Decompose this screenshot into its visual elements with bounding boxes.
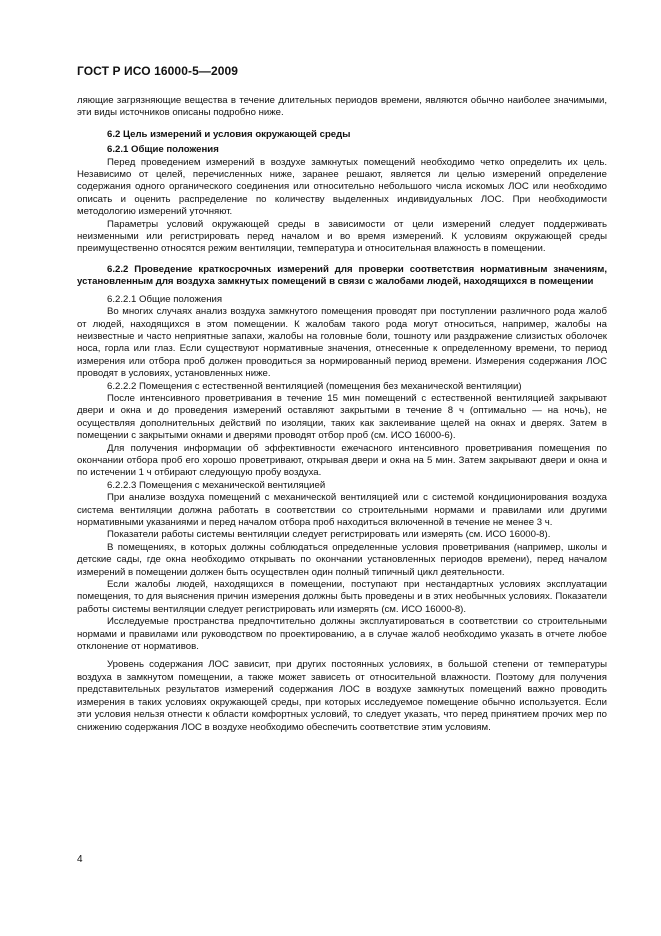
paragraph: Параметры условий окружающей среды в зависимости от цели измерений следует поддерживать неизменными или регистрировать перед началом и во время измерений. К условиям окружающей среды преимущественно относятся режим вентиляции, температура и относительная влажность в помещении. [77, 218, 607, 255]
document-header: ГОСТ Р ИСО 16000-5—2009 [77, 64, 239, 78]
clause-heading-6-2-2-3: 6.2.2.3 Помещения с механической вентиляцией [107, 479, 326, 491]
paragraph: Уровень содержания ЛОС зависит, при других постоянных условиях, в большой степени от температуры воздуха в замкнутом помещении, а также может зависеть от относительной влажности. Поэтому для получения представительных результатов измерений содержания ЛОС в воздухе замкнутых помещений важно проводить измерения в таких условиях окружающей среды, при которых исследуемое помещение обычно используется. Если эти условия нельзя отнести к области комфортных условий, то следует указать, что перед принятием прочих мер по снижению содержания ЛОС в воздухе необходимо обеспечить соответствие этим условиям. [77, 659, 607, 733]
paragraph: Во многих случаях анализ воздуха замкнутого помещения проводят при поступлении различного рода жалоб от людей, находящихся в этом помещении. К жалобам такого рода могут относиться, например, жалобы на неизвестные и часто неприятные запахи, жалобы на головные боли, тошноту или раздражение слизистых оболочек носа, горла или глаз. Если существуют нормативные значения, отнесенные к определенному времени, то период измерения или отбора проб должен проводиться за нормированный период времени. Измерения содержания ЛОС проводят в условиях, установленных ниже. [77, 306, 607, 380]
clause-heading-6-2-2-1: 6.2.2.1 Общие положения [107, 293, 223, 305]
section-heading-6-2: 6.2 Цель измерений и условия окружающей среды [107, 128, 351, 140]
paragraph: Перед проведением измерений в воздухе замкнутых помещений необходимо четко определить их цель. Независимо от целей, перечисленных ниже, заранее решают, является ли целью измерений определение содержания одного органического соединения или относительно небольшого числа искомых ЛОС или необходимо описать и оценить распределение по количеству выделенных индивидуальных ЛОС. При необходимости методологию измерений уточняют. [77, 156, 607, 218]
subsection-heading-6-2-2: 6.2.2 Проведение краткосрочных измерений для проверки соответствия нормативным значениям, установленным для воздуха замкнутых помещений в связи с жалобами людей, находящихся в помещении [77, 263, 607, 288]
paragraph: Если жалобы людей, находящихся в помещении, поступают при нестандартных условиях эксплуатации помещения, то для выяснения причин измерения должны быть проведены и в этих необычных условиях. Показатели работы системы вентиляции следует регистрировать или измерять (см. ИСО 16000-8). [77, 579, 607, 615]
page-number: 4 [77, 854, 83, 865]
clause-heading-6-2-2-2: 6.2.2.2 Помещения с естественной вентиляцией (помещения без механической вентиляции) [107, 380, 522, 392]
paragraph-continued: ляющие загрязняющие вещества в течение длительных периодов времени, являются обычно наиболее значимыми, эти виды источников описаны подробно ниже. [77, 95, 607, 119]
subsection-heading-6-2-1: 6.2.1 Общие положения [107, 144, 219, 156]
paragraph: При анализе воздуха помещений с механической вентиляцией или с системой кондиционирования воздуха система вентиляции должна работать в соответствии со строительными нормами и правилами или другими нормативными указаниями и перед началом отбора проб находиться включенной в течение не менее 3 ч. [77, 492, 607, 528]
paragraph: В помещениях, в которых должны соблюдаться определенные условия проветривания (например, школы и детские сады, где окна необходимо открывать по окончании установленных периодов времени), перед началом измерений в помещении должен быть осуществлен один полный типичный цикл деятельности. [77, 541, 607, 578]
paragraph: Показатели работы системы вентиляции следует регистрировать или измерять (см. ИСО 16000-8). [107, 529, 551, 541]
paragraph: После интенсивного проветривания в течение 15 мин помещений с естественной вентиляцией закрывают двери и окна и до проведения измерений оставляют закрытыми в течение 8 ч (оптимально — на ночь), не осуществляя дополнительных действий по изоляции, таких как заклеивание щелей на окнах и дверях. Затем в помещении с закрытыми окнами и дверями проводят отбор проб (см. ИСО 16000-6). [77, 392, 607, 442]
document-body [77, 95, 607, 734]
paragraph: Исследуемые пространства предпочтительно должны эксплуатироваться в соответствии со строительными нормами и правилами или руководством по проектированию, а в случае жалоб необходимо указать в отчете любое отклонение от нормативов. [77, 616, 607, 653]
paragraph: Для получения информации об эффективности ежечасного интенсивного проветривания помещения по окончании отбора проб его хорошо проветривают, открывая двери и окна на 5 мин. Затем закрывают двери и окна и по истечении 1 ч отбирают следующую пробу воздуха. [77, 442, 607, 479]
